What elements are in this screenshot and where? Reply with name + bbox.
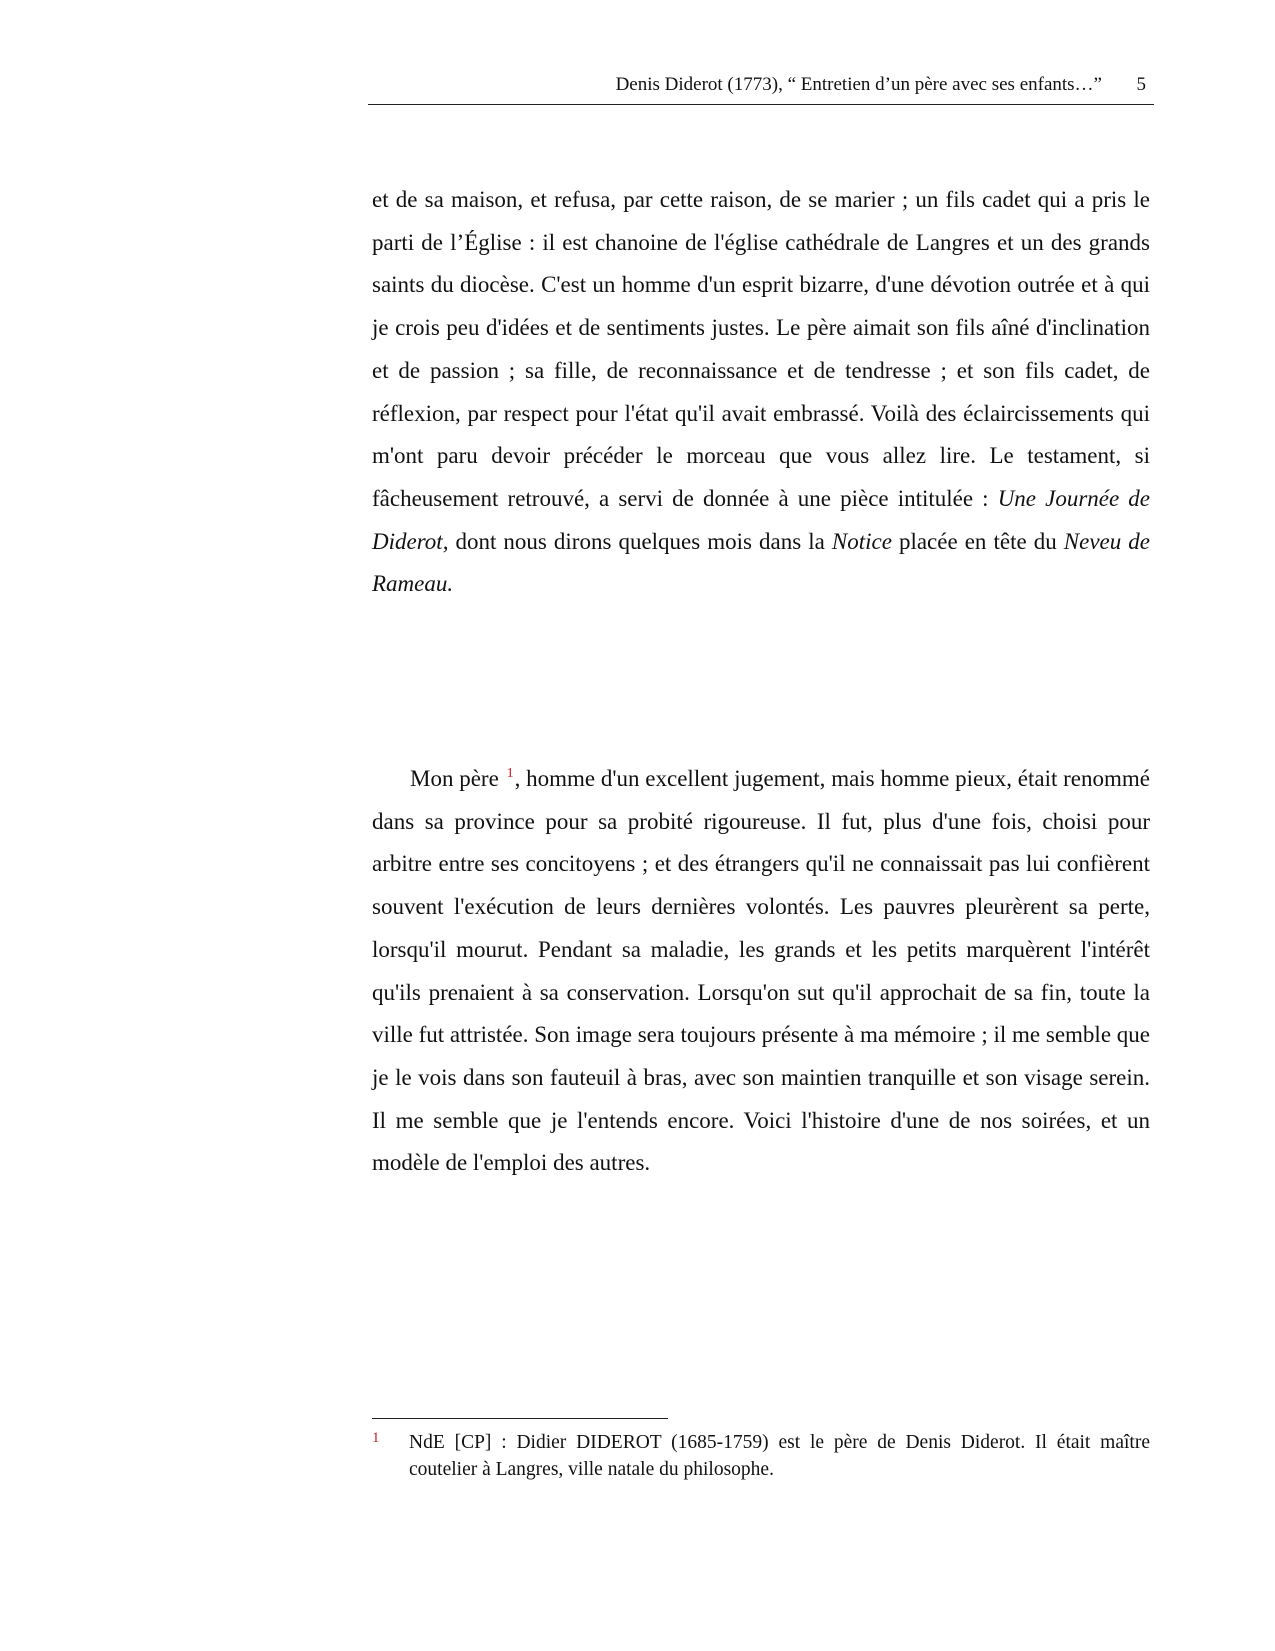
footnote-text: NdE [CP] : Didier DIDEROT (1685-1759) est le père de Denis Diderot. Il était maître coutelier à Langres, ville natale du philosophe.: [409, 1432, 1150, 1480]
text-run: , homme d'un excellent jugement, mais homme pieux, était renommé dans sa province pour sa probité rigoureuse. Il fut, plus d'une fois, choisi pour arbitre entre ses concitoyens ; et des étrangers qu'il ne connaissait pas lui confièrent souvent l'exécution de leurs dernières volontés. Les pauvres pleurèrent sa perte, lorsqu'il mourut. Pendant sa maladie, les grands et les petits marquèrent l'intérêt qu'ils prenaient à sa conservation. Lorsqu'on sut qu'il approchait de sa fin, toute la ville fut attristée. Son image sera toujours présente à ma mémoire ; il me semble que je le vois dans son fauteuil à bras, avec son maintien tranquille et son visage serein. Il me semble que je l'entends encore. Voici l'histoire d'une de nos soirées, et un modèle de l'emploi des autres.: [372, 766, 1151, 1176]
footnote-marker[interactable]: 1: [372, 1430, 380, 1446]
italic-title-une-journee: Une Journée de Diderot,: [372, 485, 1150, 554]
page-number: 5: [1136, 74, 1146, 95]
paragraph-text: [372, 179, 1150, 606]
footnote-separator: [372, 1418, 668, 1419]
body-paragraph-1: [372, 179, 1150, 606]
text-run: placée en tête du: [891, 528, 1064, 554]
text-run: dont nous dirons quelques mois dans la: [448, 528, 832, 554]
footnote: [372, 1429, 1150, 1483]
text-run: et de sa maison, et refusa, par cette raison, de se marier ; un fils cadet qui a pris le parti de l’Église : il est chanoine de l'église cathédrale de Langres et un des grands saints du diocèse. C'est un homme d'un esprit bizarre, d'une dévotion outrée et à qui je crois peu d'idées et de sentiments justes. Le père aimait son fils aîné d'inclination et de passion ; sa fille, de reconnaissance et de tendresse ; et son fils cadet, de réflexion, par respect pour l'état qu'il avait embrassé. Voilà des éclaircissements qui m'ont paru devoir précéder le morceau que vous allez lire. Le testament, si fâcheusement retrouvé, a servi de donnée à une pièce intitulée :: [372, 187, 1150, 511]
text-run: Mon père: [410, 766, 499, 791]
header-title: Denis Diderot (1773), “ Entretien d’un père avec ses enfants…”: [615, 74, 1102, 95]
running-header: [368, 70, 1154, 105]
paragraph-text: [372, 758, 1150, 1185]
italic-notice: Notice: [831, 528, 892, 554]
footnote-reference-link[interactable]: 1: [506, 766, 514, 781]
italic-title-neveu-de-rameau: Neveu de Rameau.: [372, 528, 1150, 597]
body-paragraph-2: [372, 758, 1150, 1185]
